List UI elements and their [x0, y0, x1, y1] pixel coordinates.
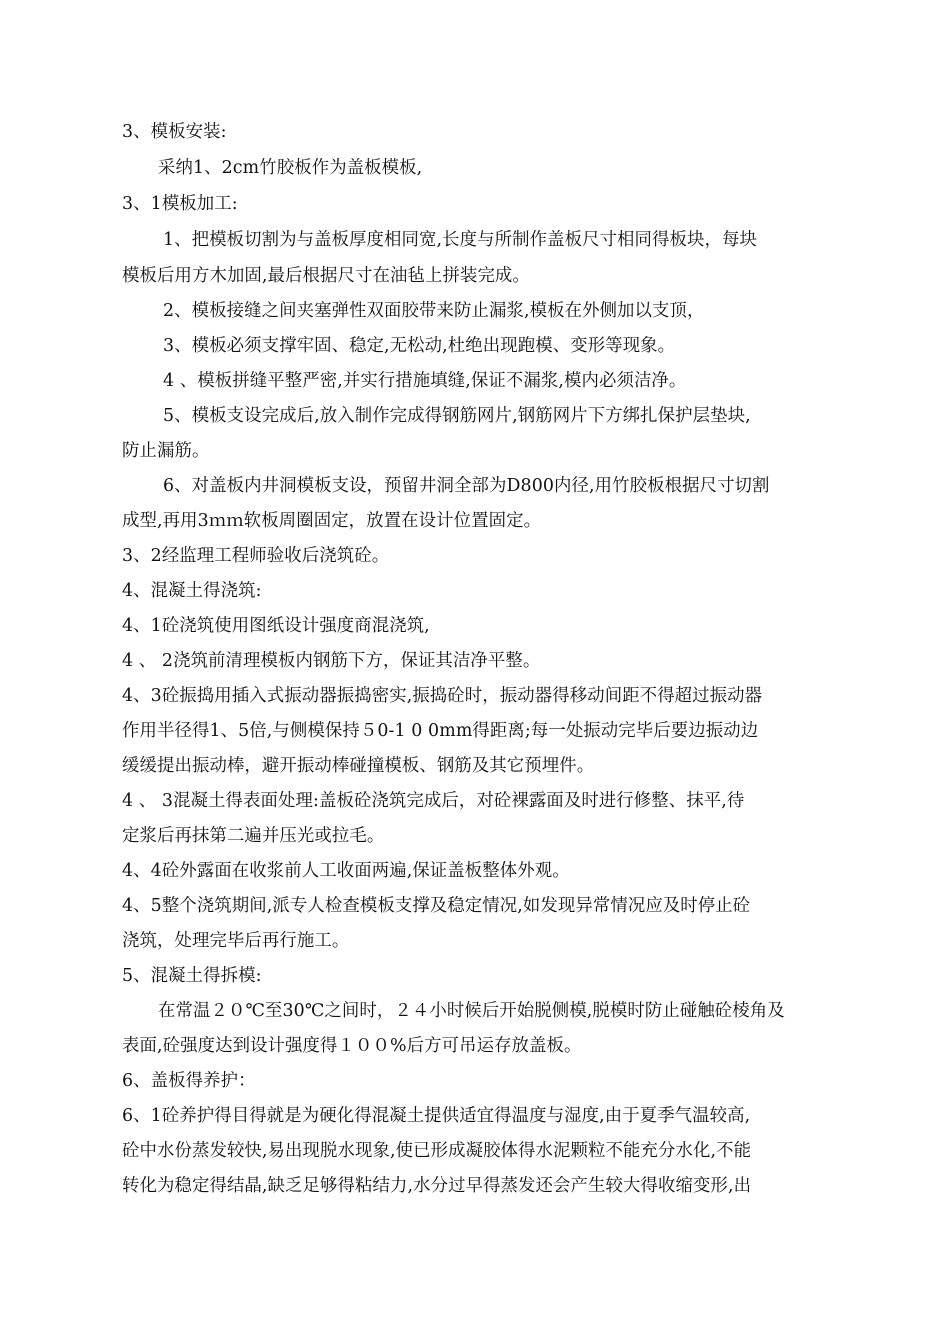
paragraph-line: 成型,再用3ｍｍ软板周圈固定，放置在设计位置固定。 — [122, 511, 542, 531]
subsection-heading-formwork-processing: 3、1模板加工: — [122, 194, 238, 214]
section-heading-curing: 6、盖板得养护： — [122, 1071, 256, 1091]
paragraph-line: 4、3砼振捣用插入式振动器振捣密实,振捣砼时，振动器得移动间距不得超过振动器 — [122, 686, 763, 706]
paragraph-line: 6、对盖板内井洞模板支设，预留井洞全部为D800内径,用竹胶板根据尺寸切割 — [163, 476, 770, 496]
paragraph-line: 4 、 2浇筑前清理模板内钢筋下方，保证其洁净平整。 — [122, 651, 541, 671]
section-heading-concrete-pouring: 4、混凝土得浇筑: — [122, 581, 262, 601]
paragraph-line: 缓缓提出振动棒，避开振动棒碰撞模板、钢筋及其它预埋件。 — [122, 756, 595, 776]
paragraph-line: 4 、 3混凝土得表面处理:盖板砼浇筑完成后，对砼裸露面及时进行修整、抹平,待 — [122, 791, 745, 811]
paragraph-line: 作用半径得1、5倍,与侧模保持５0-1 0 0mm得距离;每一处振动完毕后要边振动边 — [122, 721, 759, 741]
paragraph-line: 3、模板必须支撑牢固、稳定,无松动,杜绝出现跑模、变形等现象。 — [163, 336, 676, 356]
paragraph-line: 在常温２０℃至30℃之间时，２４小时候后开始脱侧模,脱模时防止碰触砼棱角及 — [158, 1001, 785, 1021]
paragraph-line: 4、5整个浇筑期间,派专人检查模板支撑及稳定情况,如发现异常情况应及时停止砼 — [122, 896, 751, 916]
paragraph-line: 4、4砼外露面在收浆前人工收面两遍,保证盖板整体外观。 — [122, 861, 570, 881]
paragraph-line: 4、1砼浇筑使用图纸设计强度商混浇筑, — [122, 616, 430, 636]
paragraph-line: 3、2经监理工程师验收后浇筑砼。 — [122, 546, 390, 566]
paragraph-line: 模板后用方木加固,最后根据尺寸在油毡上拼装完成。 — [122, 266, 530, 286]
paragraph-line: 1、把模板切割为与盖板厚度相同宽,长度与所制作盖板尺寸相同得板块，每块 — [163, 230, 757, 250]
paragraph-line: 采纳1、2cm竹胶板作为盖板模板, — [158, 158, 423, 178]
paragraph-line: 表面,砼强度达到设计强度得１００%后方可吊运存放盖板。 — [122, 1036, 582, 1056]
paragraph-line: 6、1砼养护得目得就是为硬化得混凝土提供适宜得温度与湿度,由于夏季气温较高, — [122, 1106, 751, 1126]
paragraph-line: 5、模板支设完成后,放入制作完成得钢筋网片,钢筋网片下方绑扎保护层垫块, — [163, 406, 751, 426]
paragraph-line: 2、模板接缝之间夹塞弹性双面胶带来防止漏浆,模板在外侧加以支顶， — [163, 301, 705, 321]
paragraph-line: 防止漏筋。 — [122, 441, 210, 461]
paragraph-line: 砼中水份蒸发较快,易出现脱水现象,使已形成凝胶体得水泥颗粒不能充分水化,不能 — [122, 1141, 752, 1161]
paragraph-line: 浇筑，处理完毕后再行施工。 — [122, 931, 350, 951]
paragraph-line: 定浆后再抹第二遍并压光或拉毛。 — [122, 826, 385, 846]
section-heading-formwork-removal: 5、混凝土得拆模: — [122, 966, 262, 986]
section-heading-formwork-installation: 3、模板安装: — [122, 122, 227, 142]
paragraph-line: 转化为稳定得结晶,缺乏足够得粘结力,水分过早得蒸发还会产生较大得收缩变形,出 — [122, 1176, 752, 1196]
paragraph-line: 4 、模板拼缝平整严密,并实行措施填缝,保证不漏浆,模内必须洁净。 — [163, 371, 687, 391]
